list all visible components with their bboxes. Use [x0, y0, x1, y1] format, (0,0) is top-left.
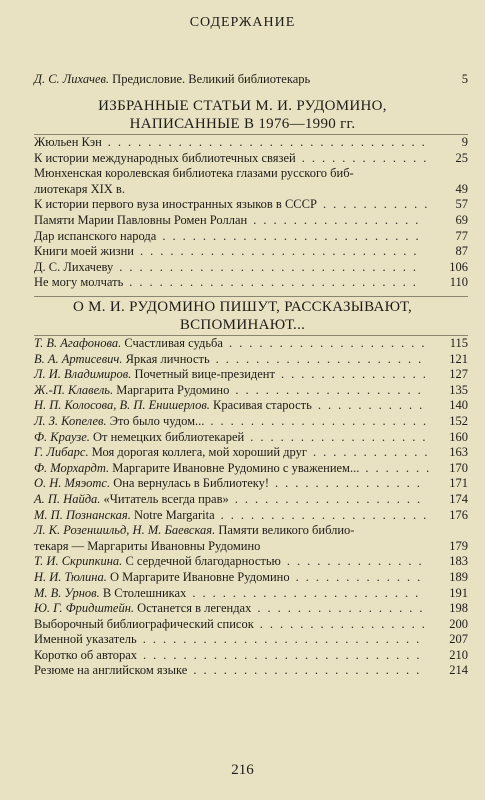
- entry-page-number: 207: [449, 632, 468, 647]
- entry-page-number: 77: [455, 228, 468, 243]
- section-divider: [34, 296, 468, 297]
- dot-leader: ..............: [286, 554, 429, 569]
- dot-leader: ............................: [142, 632, 427, 647]
- entry-title: Памяти великого библио-: [215, 523, 355, 538]
- toc-entry: [34, 586, 468, 602]
- dot-leader: ...........: [322, 197, 435, 212]
- entry-title: Счастливая судьба: [121, 336, 223, 350]
- toc-entry: [34, 197, 468, 213]
- dot-leader: .......................: [193, 663, 427, 678]
- entry-page-number: 214: [449, 663, 468, 678]
- dot-leader: .................: [257, 601, 430, 616]
- entry-title: Это было чудом...: [106, 413, 205, 428]
- entry-title: От немецких библиотекарей: [89, 429, 245, 444]
- entry-author: Ф. Морхардт.: [34, 460, 110, 475]
- entry-title: Моя дорогая коллега, мой хороший друг: [88, 445, 308, 460]
- toc-entry: [34, 166, 468, 197]
- entry-page-number: 135: [449, 382, 468, 397]
- entry-title: В Столешниках: [99, 585, 187, 600]
- toc-entry: [34, 632, 468, 648]
- toc-entry: [34, 213, 468, 229]
- entry-page-number: 152: [449, 413, 468, 428]
- toc-entry: [34, 523, 468, 554]
- section-heading-about-rudomino: [20, 298, 465, 334]
- toc-entry: [34, 445, 468, 461]
- toc-entry: [34, 336, 468, 352]
- entry-title: Яркая личность: [122, 351, 210, 366]
- entry-author: Л. К. Розеншильд, Н. М. Баевская.: [34, 523, 216, 538]
- toc-entry: [34, 229, 468, 245]
- dot-leader: .......................: [192, 585, 426, 600]
- entry-title: Дар испанского народа: [34, 228, 157, 243]
- toc-list-selected-articles: [34, 135, 468, 291]
- entry-title-continuation: лиотекаря XIX в.: [34, 181, 125, 196]
- entry-page-number: 87: [455, 244, 468, 259]
- toc-entry: [34, 663, 468, 679]
- entry-title: Именной указатель: [34, 632, 137, 647]
- entry-page-number: 174: [449, 491, 468, 506]
- entry-title: Мюнхенская королевская библиотека глазами русского биб-: [34, 166, 354, 181]
- entry-title: О Маргарите Ивановне Рудомино: [106, 569, 290, 584]
- toc-entry: [34, 135, 468, 151]
- entry-author: Ж.-П. Клавель.: [34, 382, 114, 397]
- dot-leader: .....................: [215, 351, 429, 366]
- entry-page-number: 179: [449, 538, 468, 553]
- toc-entry: [34, 476, 468, 492]
- entry-title: К истории первого вуза иностранных языков в СССР: [34, 197, 317, 212]
- entry-page-number: 191: [449, 585, 468, 600]
- dot-leader: ..................: [250, 429, 433, 444]
- entry-author: Т. И. Скрипкина.: [34, 554, 123, 569]
- entry-author: В. А. Артисевич.: [34, 351, 123, 366]
- section-heading-line-2: ВСПОМИНАЮТ...: [179, 317, 306, 333]
- dot-leader: .............: [301, 150, 434, 165]
- dot-leader: ...................: [234, 491, 428, 506]
- toc-entry: [34, 554, 468, 570]
- dot-leader: ..........................: [162, 228, 426, 243]
- entry-author: Д. С. Лихачев.: [34, 72, 110, 86]
- entry-author: А. П. Найда.: [34, 491, 101, 506]
- entry-title: Книги моей жизни: [34, 244, 134, 259]
- entry-title: Notre Margarita: [130, 507, 215, 522]
- entry-title: Д. С. Лихачеву: [34, 259, 114, 274]
- entry-title: Красивая старость: [209, 398, 312, 413]
- toc-entry-preface: [34, 72, 468, 88]
- entry-page-number: 127: [449, 367, 468, 382]
- dot-leader: ............................: [139, 244, 424, 259]
- section-heading-selected-articles: [20, 97, 465, 133]
- dot-leader: ................................: [107, 135, 432, 149]
- dot-leader: ...................: [235, 382, 428, 397]
- entry-author: Л. И. Владимиров.: [34, 367, 132, 382]
- entry-title: Почетный вице-президент: [131, 367, 275, 382]
- entry-page-number: 5: [461, 72, 468, 86]
- entry-title-continuation: текаря — Маргариты Ивановны Рудомино: [34, 538, 261, 553]
- entry-page-number: 160: [449, 429, 468, 444]
- entry-page-number: 69: [455, 212, 468, 227]
- toc-entry: [34, 648, 468, 664]
- dot-leader: .............: [295, 569, 428, 584]
- entry-title: Она вернулась в Библиотеку!: [110, 476, 270, 491]
- entry-page-number: 210: [449, 647, 468, 662]
- toc-entry: [34, 414, 468, 430]
- entry-title: Резюме на английском языке: [34, 663, 188, 678]
- entry-title: С сердечной благодарностью: [122, 554, 281, 569]
- entry-page-number: 200: [449, 616, 468, 631]
- section-heading-line-1: О М. И. РУДОМИНО ПИШУТ, РАССКАЗЫВАЮТ,: [72, 299, 413, 315]
- toc-entry: [34, 367, 468, 383]
- toc-entry: [34, 461, 468, 477]
- preface-entry-block: [34, 72, 468, 88]
- page-title: СОДЕРЖАНИЕ: [189, 15, 296, 30]
- entry-page-number: 183: [449, 554, 468, 569]
- toc-entry: [34, 260, 468, 276]
- dot-leader: .............................: [129, 275, 423, 290]
- toc-entry: [34, 352, 468, 368]
- toc-entry: [34, 430, 468, 446]
- entry-title: Маргарита Рудомино: [113, 382, 230, 397]
- entry-page-number: 176: [449, 507, 468, 522]
- toc-entry: [34, 617, 468, 633]
- toc-entry: [34, 492, 468, 508]
- entry-author: Н. П. Колосова, В. П. Енишерлов.: [34, 398, 210, 413]
- entry-author: Т. В. Агафонова.: [34, 336, 122, 350]
- entry-page-number: 9: [461, 135, 468, 149]
- entry-page-number: 163: [449, 445, 468, 460]
- entry-author: Г. Либарс.: [34, 445, 89, 460]
- entry-author: Н. И. Тюлина.: [34, 569, 107, 584]
- dot-leader: ...............: [280, 367, 433, 382]
- entry-author: М. П. Познанская.: [34, 507, 131, 522]
- entry-author: Л. З. Копелев.: [34, 413, 107, 428]
- entry-title: Останется в легендах: [134, 601, 252, 616]
- entry-page-number: 106: [449, 259, 468, 274]
- toc-entry: [34, 601, 468, 617]
- entry-title: Коротко об авторах: [34, 647, 138, 662]
- entry-title: К истории международных библиотечных связей: [34, 150, 296, 165]
- entry-page-number: 49: [455, 181, 468, 196]
- entry-title: Памяти Марии Павловны Ромен Роллан: [34, 212, 248, 227]
- dot-leader: .......: [365, 460, 437, 475]
- entry-title: «Читатель всегда прав»: [100, 491, 229, 506]
- entry-page-number: 189: [449, 569, 468, 584]
- toc-entry: [34, 151, 468, 167]
- dot-leader: ...........: [317, 398, 430, 413]
- entry-title: Жюльен Кэн: [34, 135, 102, 149]
- toc-entry: [34, 275, 468, 291]
- entry-page-number: 115: [449, 336, 468, 350]
- entry-page-number: 57: [455, 197, 468, 212]
- toc-entry: [34, 570, 468, 586]
- section-heading-line-2: НАПИСАННЫЕ В 1976—1990 гг.: [129, 116, 356, 132]
- entry-page-number: 171: [449, 476, 468, 491]
- dot-leader: ...............: [275, 476, 427, 491]
- entry-title: Предисловие. Великий библиотекарь: [109, 72, 311, 86]
- entry-page-number: 25: [455, 150, 468, 165]
- toc-list-about-rudomino: [34, 336, 468, 679]
- dot-leader: ....................: [228, 336, 432, 350]
- dot-leader: .................: [259, 616, 432, 631]
- dot-leader: .................: [253, 212, 426, 227]
- entry-page-number: 198: [449, 601, 468, 616]
- entry-title: Выборочный библиографический список: [34, 616, 254, 631]
- dot-leader: ..............................: [119, 259, 423, 274]
- section-heading-line-1: ИЗБРАННЫЕ СТАТЬИ М. И. РУДОМИНО,: [98, 98, 387, 114]
- entry-author: М. В. Урнов.: [34, 585, 100, 600]
- toc-entry: [34, 383, 468, 399]
- entry-author: Ю. Г. Фридштейн.: [34, 601, 135, 616]
- entry-page-number: 121: [449, 351, 468, 366]
- entry-page-number: 140: [449, 398, 468, 413]
- entry-author: Ф. Краузе.: [34, 429, 90, 444]
- entry-author: О. Н. Мяэотс.: [34, 476, 111, 491]
- dot-leader: ............................: [143, 647, 427, 662]
- dot-leader: ............: [313, 445, 435, 460]
- entry-page-number: 170: [449, 460, 468, 475]
- toc-entry: [34, 244, 468, 260]
- dot-leader: ......................: [210, 413, 434, 428]
- toc-entry: [34, 508, 468, 524]
- page-number: 216: [231, 762, 254, 778]
- toc-entry: [34, 398, 468, 414]
- entry-title: Не могу молчать: [34, 275, 124, 290]
- entry-page-number: 110: [449, 275, 468, 290]
- entry-title: Маргарите Ивановне Рудомино с уважением...: [109, 460, 360, 475]
- dot-leader: .....................: [220, 507, 434, 522]
